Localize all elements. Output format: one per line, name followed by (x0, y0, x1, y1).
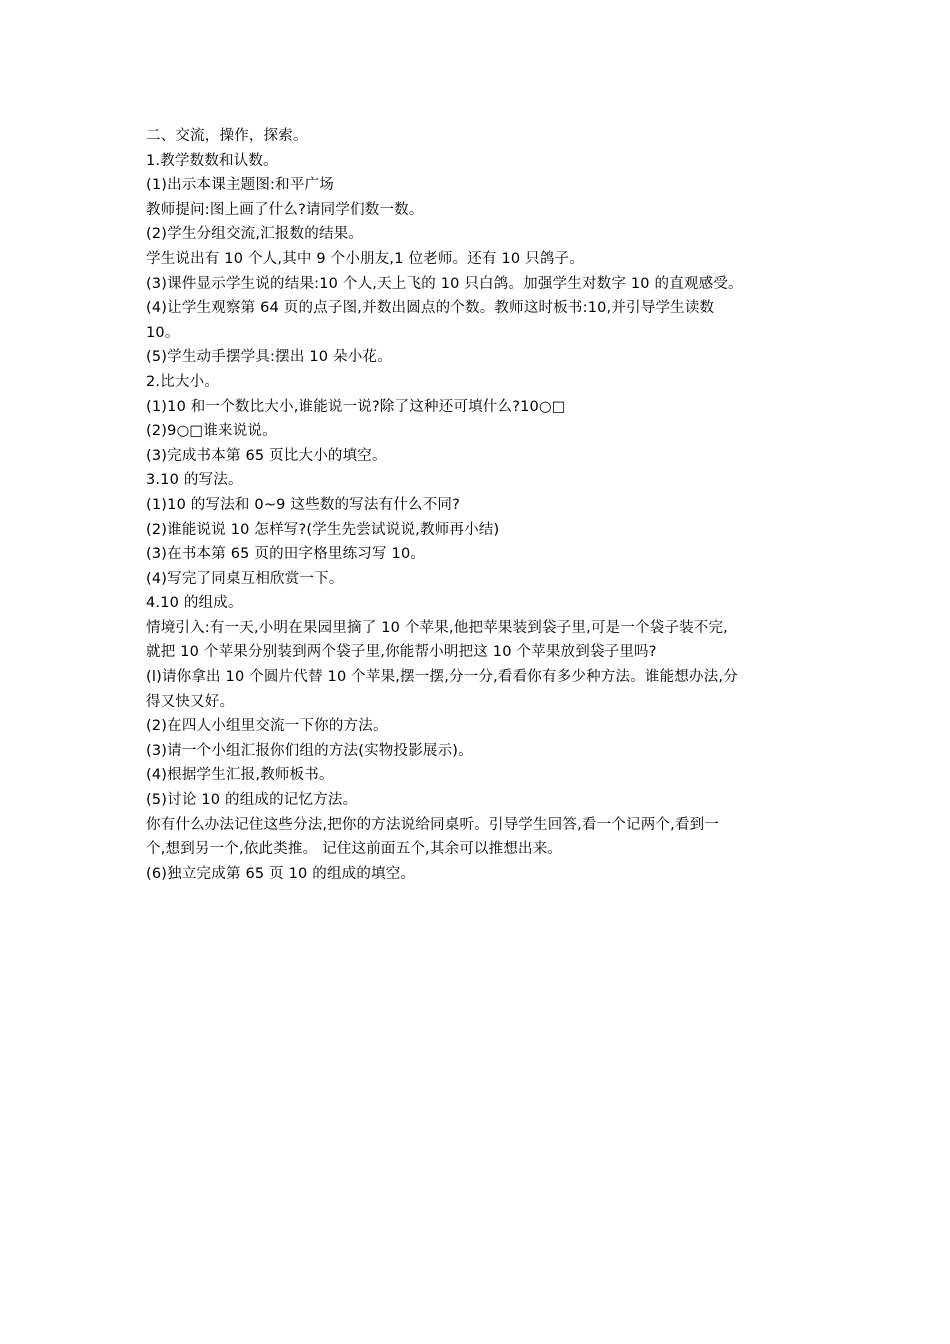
subsection-heading: 3.10 的写法。 (146, 472, 243, 489)
text-line: (3)在书本第 65 页的田字格里练习写 10。 (146, 546, 426, 563)
text-line: (2)9○□谁来说说。 (146, 423, 277, 440)
section-heading: 二、交流，操作，探索。 (146, 128, 308, 144)
text-line: (3)课件显示学生说的结果:10 个人,天上飞的 10 只白鸽。加强学生对数字 10 的直观感受。 (146, 275, 743, 292)
text-line: 学生说出有 10 个人,其中 9 个小朋友,1 位老师。还有 10 只鸽子。 (146, 250, 584, 267)
text-line: (3)请一个小组汇报你们组的方法(实物投影展示)。 (146, 742, 473, 759)
text-line: (2)在四人小组里交流一下你的方法。 (146, 718, 388, 735)
text-line: (2)学生分组交流,汇报数的结果。 (146, 226, 364, 243)
text-line: 得又快又好。 (146, 693, 235, 710)
text-line: (1)10 的写法和 0~9 这些数的写法有什么不同? (146, 496, 461, 513)
text-line: (4)根据学生汇报,教师板书。 (146, 767, 334, 784)
text-line: 你有什么办法记住这些分法,把你的方法说给同桌听。引导学生回答,看一个记两个,看到一 (146, 816, 720, 833)
text-line: (6)独立完成第 65 页 10 的组成的填空。 (146, 865, 416, 882)
text-line: (2)谁能说说 10 怎样写?(学生先尝试说说,教师再小结) (146, 521, 500, 538)
text-line: 教师提问:图上画了什么?请同学们数一数。 (146, 201, 424, 218)
text-line: (5)讨论 10 的组成的记忆方法。 (146, 792, 358, 809)
text-line: 就把 10 个苹果分别装到两个袋子里,你能帮小明把这 10 个苹果放到袋子里吗? (146, 644, 657, 661)
text-line: (1)10 和一个数比大小,谁能说一说?除了这种还可填什么?10○□ (146, 398, 566, 415)
text-line: (3)完成书本第 65 页比大小的填空。 (146, 447, 387, 464)
text-line: 个,想到另一个,依此类推。 记住这前面五个,其余可以推想出来。 (146, 841, 563, 858)
text-line: (l)请你拿出 10 个圆片代替 10 个苹果,摆一摆,分一分,看看你有多少种方法。谁能想办法,分 (146, 669, 738, 686)
subsection-heading: 2.比大小。 (146, 373, 220, 390)
text-line: 10。 (146, 324, 180, 341)
text-line: 情境引入:有一天,小明在果园里摘了 10 个苹果,他把苹果装到袋子里,可是一个袋子装不完, (146, 619, 728, 636)
subsection-heading: 1.教学数数和认数。 (146, 152, 278, 169)
lesson-text (146, 124, 811, 886)
text-line: (1)出示本课主题图:和平广场 (146, 177, 334, 194)
text-line: (5)学生动手摆学具:摆出 10 朵小花。 (146, 349, 392, 366)
text-line: (4)让学生观察第 64 页的点子图,并数出圆点的个数。教师这时板书:10,并引导学生读数 (146, 300, 715, 317)
subsection-heading: 4.10 的组成。 (146, 595, 243, 612)
text-line: (4)写完了同桌互相欣赏一下。 (146, 570, 344, 587)
